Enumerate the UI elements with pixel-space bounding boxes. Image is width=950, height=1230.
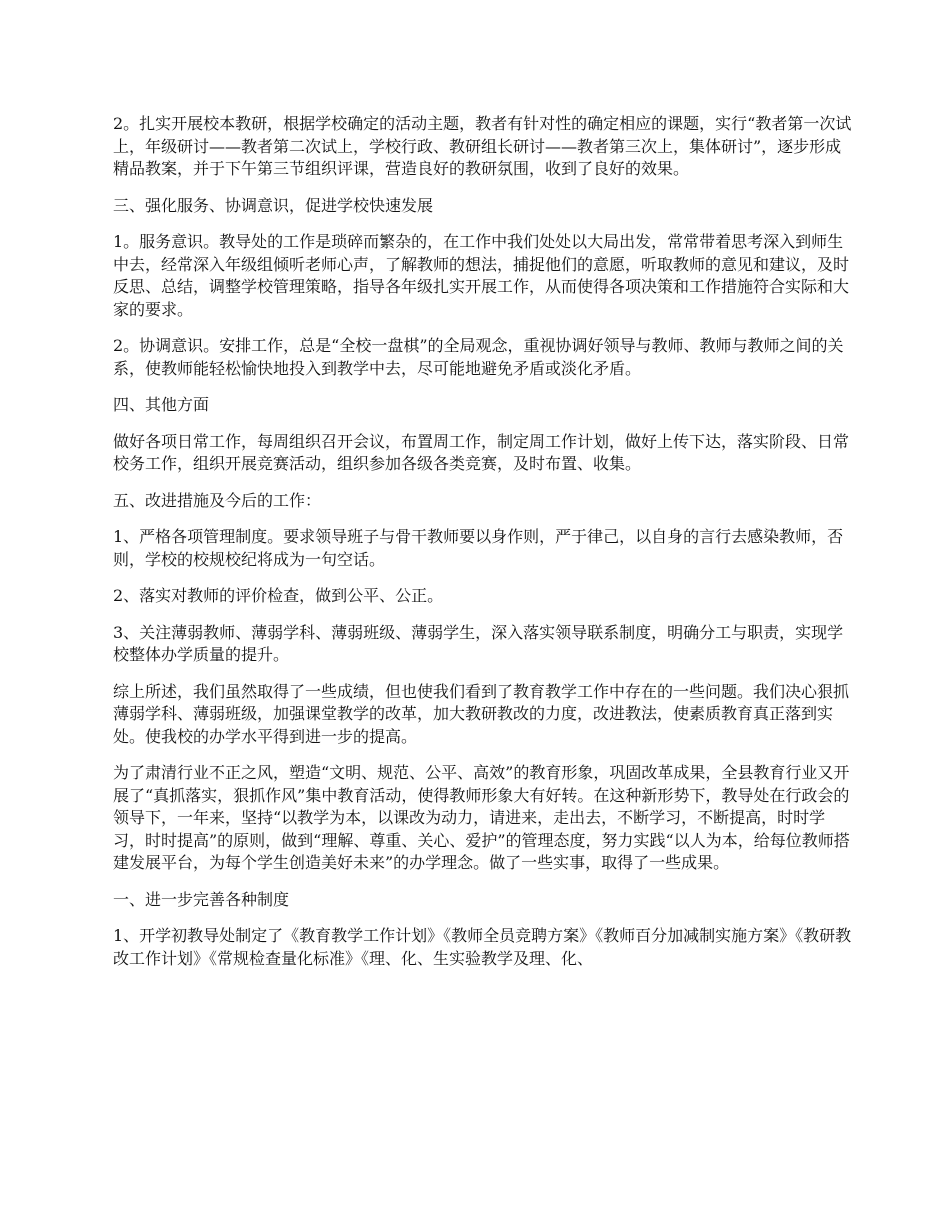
paragraph-summary: 综上所述，我们虽然取得了一些成绩，但也使我们看到了教育教学工作中存在的一些问题。我们决心狠抓薄弱学科、薄弱班级，加强课堂教学的改革，加大教研教改的力度，改进教法，使素质教育真正落到实处。使我校的办学水平得到进一步的提高。 bbox=[113, 681, 850, 746]
paragraph-introduction: 为了肃清行业不正之风，塑造“文明、规范、公平、高效”的教育形象，巩固改革成果，全县教育行业又开展了“真抓落实，狠抓作风”集中教育活动，使得教师形象大有好转。在这种新形势下，教导处在行政会的领导下，一年来，坚持“以教学为本，以课改为动力，请进来，走出去，不断学习，不断提高，时时学习，时时提高”的原则，做到“理解、尊重、关心、爱护”的管理态度，努力实践“以人为本，给每位教师搭建发展平台，为每个学生创造美好未来”的办学理念。做了一些实事，取得了一些成果。 bbox=[113, 763, 850, 872]
paragraph-management-system: 1、严格各项管理制度。要求领导班子与骨干教师要以身作则，严于律己，以自身的言行去感染教师，否则，学校的校规校纪将成为一句空话。 bbox=[113, 527, 844, 569]
paragraph-research-practice: 2。扎实开展校本教研，根据学校确定的活动主题，教者有针对性的确定相应的课题，实行“教者第一次试上，年级研讨——教者第二次试上，学校行政、教研组长研讨——教者第三次上，集体研讨”，逐步形成精品教案，并于下午第三节组织评课，营造良好的教研氛围，收到了良好的效果。 bbox=[113, 114, 852, 178]
paragraph-coordination-awareness: 2。协调意识。安排工作，总是“全校一盘棋”的全局观念，重视协调好领导与教师、教师与教师之间的关系，使教师能轻松愉快地投入到教学中去，尽可能地避免矛盾或淡化矛盾。 bbox=[113, 336, 844, 378]
section-heading-service: 三、强化服务、协调意识，促进学校快速发展 bbox=[113, 195, 434, 215]
paragraph-plans: 1、开学初教导处制定了《教育教学工作计划》《教师全员竞聘方案》《教师百分加减制实施方案》《教研教改工作计划》《常规检查量化标准》《理、化、生实验教学及理、化、 bbox=[113, 926, 852, 968]
paragraph-daily-work: 做好各项日常工作，每周组织召开会议，布置周工作，制定周工作计划，做好上传下达，落实阶段、日常校务工作，组织开展竞赛活动，组织参加各级各类竞赛，及时布置、收集。 bbox=[113, 431, 850, 473]
paragraph-evaluation: 2、落实对教师的评价检查，做到公平、公正。 bbox=[113, 586, 444, 605]
section-heading-systems: 一、进一步完善各种制度 bbox=[113, 889, 290, 909]
section-heading-other: 四、其他方面 bbox=[113, 395, 210, 414]
document-page bbox=[113, 113, 853, 984]
paragraph-service-awareness: 1。服务意识。教导处的工作是琐碎而繁杂的，在工作中我们处处以大局出发，常常带着思考深入到师生中去，经常深入年级组倾听老师心声，了解教师的想法，捕捉他们的意愿，听取教师的意见和建议，及时反思、总结，调整学校管理策略，指导各年级扎实开展工作，从而使得各项决策和工作措施符合实际和大家的要求。 bbox=[113, 232, 850, 319]
paragraph-weak-areas: 3、关注薄弱教师、薄弱学科、薄弱班级、薄弱学生，深入落实领导联系制度，明确分工与职责，实现学校整体办学质量的提升。 bbox=[113, 622, 844, 664]
section-heading-improvement: 五、改进措施及今后的工作： bbox=[113, 490, 322, 510]
